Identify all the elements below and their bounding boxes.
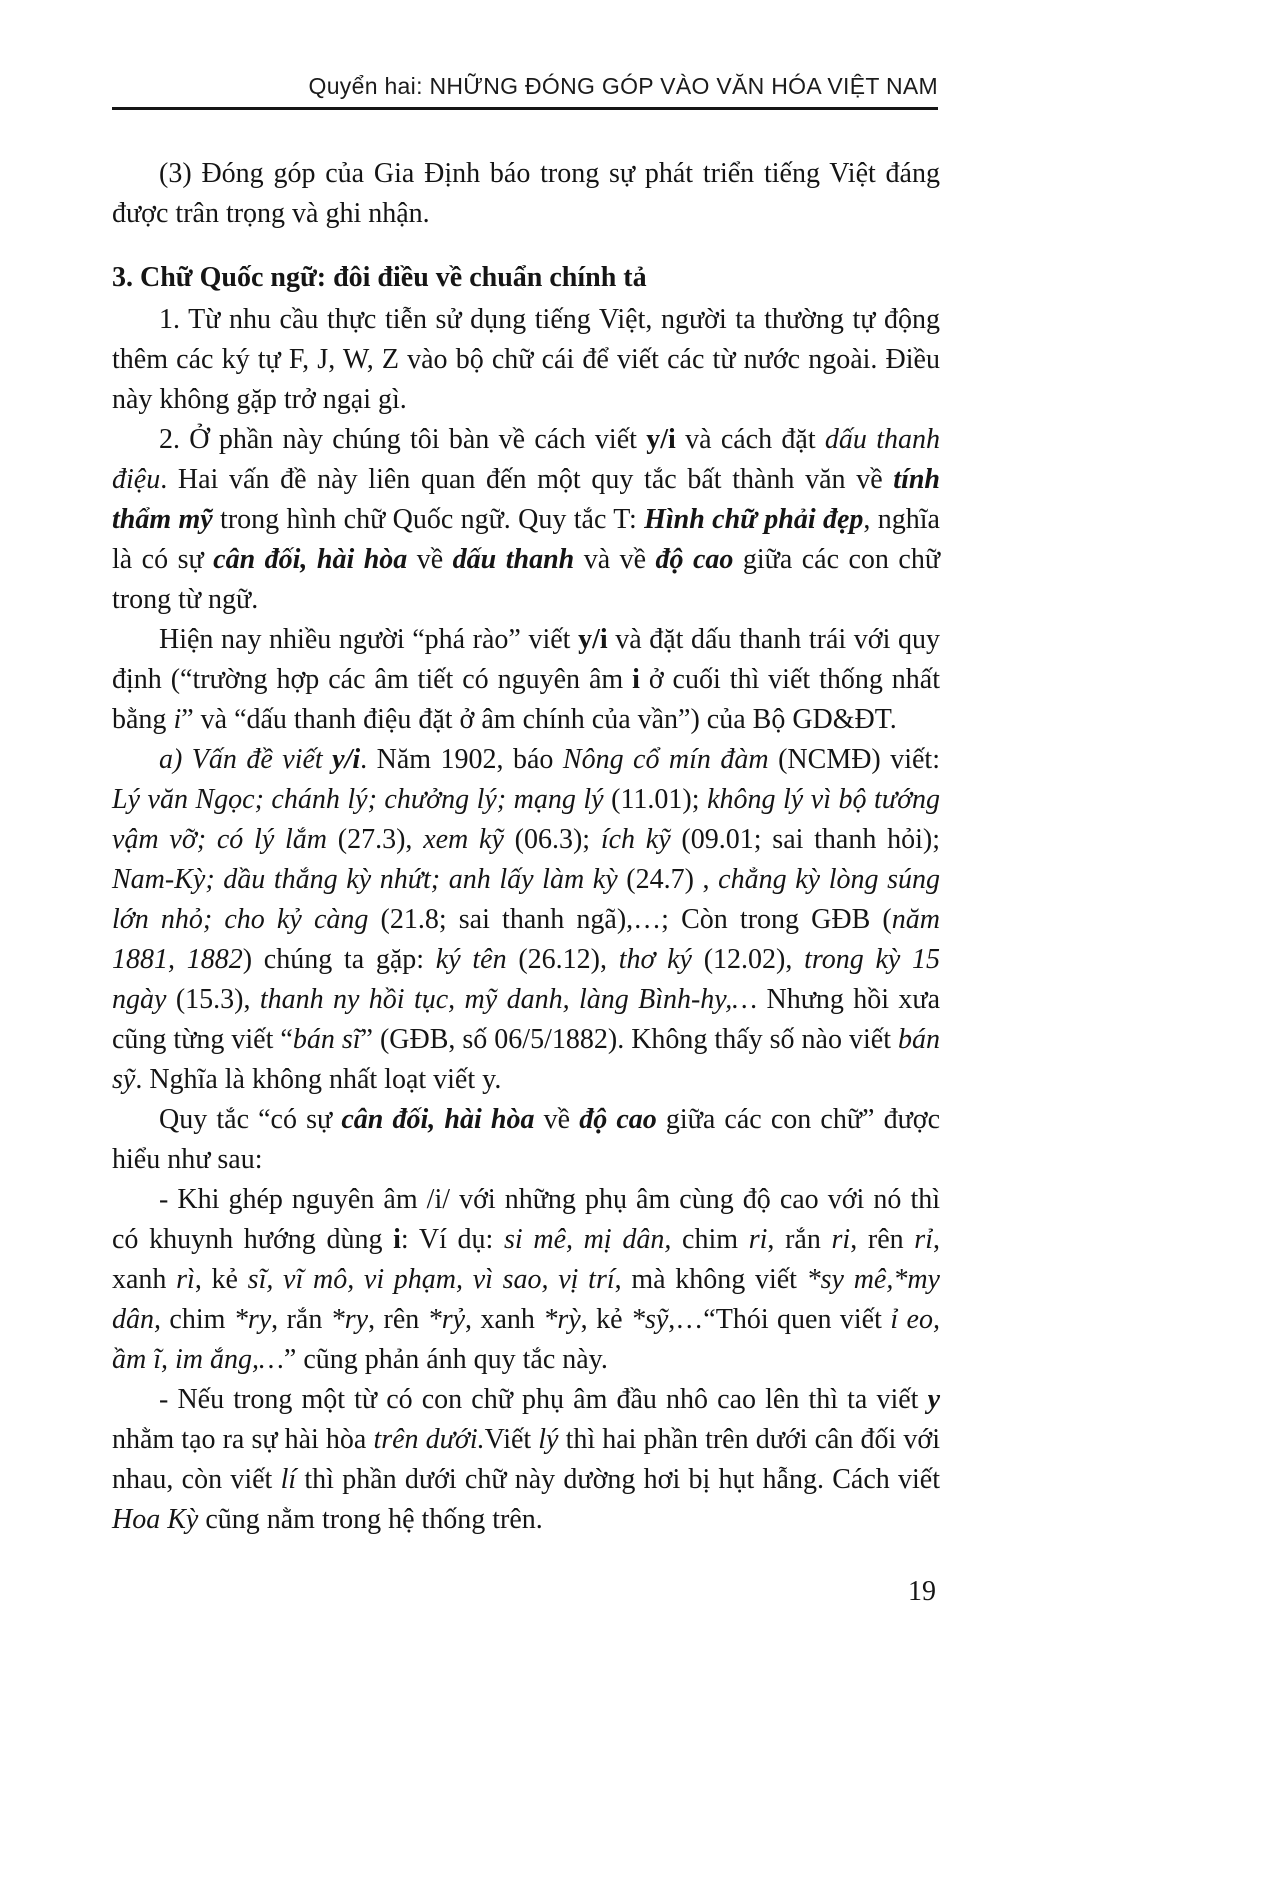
- section-heading: [112, 258, 940, 298]
- paragraph: [112, 1380, 940, 1540]
- text-segment: lí: [280, 1464, 297, 1495]
- text-segment: (24.7) ,: [617, 864, 719, 895]
- text-segment: a) Vấn đề viết: [159, 744, 333, 775]
- text-segment: cân đối, hài hòa: [341, 1104, 535, 1135]
- text-segment: . Nghĩa là không nhất loạt viết y.: [135, 1064, 502, 1095]
- text-segment: tính thẩm mỹ: [112, 464, 940, 535]
- text-segment: , rắn: [767, 1224, 832, 1255]
- text-segment: bán sỹ: [112, 1024, 940, 1095]
- paragraph: [112, 620, 940, 740]
- text-segment: và cách đặt: [675, 424, 825, 455]
- paragraph: [112, 1180, 940, 1380]
- text-segment: xem kỹ: [423, 824, 504, 855]
- text-segment: sĩ, vĩ mô, vi phạm, vì sao, vị trí: [247, 1264, 615, 1295]
- text-segment: (NCMĐ) viết:: [768, 744, 940, 775]
- running-header-text: Quyển hai: NHỮNG ĐÓNG GÓP VÀO VĂN HÓA VIỆT NAM: [308, 73, 938, 99]
- text-segment: thì phần dưới chữ này dường hơi bị hụt hẫng. Cách viết: [296, 1464, 940, 1495]
- text-segment: y/i: [332, 744, 361, 775]
- text-segment: ” và “dấu thanh điệu đặt ở âm chính của vần”) của Bộ GD&ĐT.: [181, 704, 897, 735]
- text-segment: *ry: [233, 1304, 272, 1335]
- text-segment: ) chúng ta gặp:: [242, 944, 436, 975]
- text-segment: không lý vì bộ tướng vậm vỡ; có lý lắm: [112, 784, 941, 855]
- text-segment: về: [534, 1104, 580, 1135]
- text-segment: i: [173, 704, 182, 735]
- text-segment: chim: [671, 1224, 749, 1255]
- content-area: [112, 72, 940, 1608]
- text-segment: độ cao: [655, 544, 734, 575]
- text-segment: - Khi ghép nguyên âm /i/ với những phụ âm cùng độ cao với nó thì có khuynh hướng dùng: [112, 1184, 940, 1255]
- text-segment: , kẻ: [194, 1264, 248, 1295]
- text-segment: ỉ eo, ầm ĩ, im ắng,…: [112, 1304, 940, 1375]
- text-segment: , xanh: [465, 1304, 544, 1335]
- text-segment: dấu thanh điệu: [112, 424, 941, 495]
- text-segment: , mà không viết: [614, 1264, 807, 1295]
- text-segment: y/i: [578, 624, 608, 655]
- text-segment: si mê, mị dân,: [504, 1224, 672, 1255]
- text-segment: ích kỹ: [600, 824, 671, 855]
- text-segment: ” cũng phản ánh quy tắc này.: [283, 1344, 608, 1375]
- text-segment: (21.8; sai thanh ngã),…; Còn trong GĐB (: [368, 904, 892, 935]
- text-segment: năm 1881, 1882: [112, 904, 940, 975]
- text-segment: (27.3),: [327, 824, 424, 855]
- text-segment: cũng nằm trong hệ thống trên.: [198, 1504, 543, 1535]
- text-segment: và về: [574, 544, 656, 575]
- text-segment: , kẻ: [580, 1304, 631, 1335]
- text-segment: Nam-Kỳ; dầu thắng kỳ nhứt; anh lấy làm kỳ: [112, 864, 618, 895]
- text-segment: : Ví dụ:: [400, 1224, 504, 1255]
- text-segment: *sy mê,*my dân,: [112, 1264, 940, 1335]
- text-segment: 2. Ở phần này chúng tôi bàn về cách viết: [159, 424, 647, 455]
- paragraph: [112, 154, 940, 234]
- text-segment: bán sĩ: [292, 1024, 361, 1055]
- paragraph: [112, 1100, 940, 1180]
- running-header: [112, 72, 940, 110]
- text-segment: Lý văn Ngọc; chánh lý; chưởng lý; mạng lý: [112, 784, 604, 815]
- text-segment: 1. Từ nhu cầu thực tiễn sử dụng tiếng Việt, người ta thường tự động thêm các ký tự F, J, W, Z vào bộ chữ cái để viết các từ nước ngoài. Điều này không gặp trở ngại gì.: [112, 304, 940, 415]
- text-segment: *rỷ: [427, 1304, 466, 1335]
- text-segment: y/i: [646, 424, 676, 455]
- text-segment: Viết: [484, 1424, 539, 1455]
- text-segment: (26.12),: [506, 944, 619, 975]
- text-segment: thơ ký: [618, 944, 692, 975]
- page-number: 19: [908, 1576, 936, 1607]
- text-segment: rỉ: [914, 1224, 933, 1255]
- text-segment: *rỳ: [543, 1304, 581, 1335]
- text-segment: trên dưới.: [373, 1424, 485, 1455]
- text-segment: lý: [538, 1424, 559, 1455]
- text-segment: thì hai phần trên dưới cân đối với nhau, còn viết: [112, 1424, 940, 1495]
- text-segment: i: [393, 1224, 401, 1255]
- text-segment: giữa các con chữ” được hiểu như sau:: [112, 1104, 940, 1175]
- text-segment: y: [927, 1384, 940, 1415]
- text-segment: (06.3);: [503, 824, 601, 855]
- text-segment: . Năm 1902, báo: [360, 744, 563, 775]
- text-segment: (3) Đóng góp của Gia Định báo trong sự phát triển tiếng Việt đáng được trân trọng và ghi nhận.: [112, 158, 940, 229]
- text-segment: ” (GĐB, số 06/5/1882). Không thấy số nào viết: [360, 1024, 898, 1055]
- text-segment: và đặt dấu thanh trái với quy định (“trường hợp các âm tiết có nguyên âm: [112, 624, 940, 695]
- text-segment: ri: [831, 1224, 851, 1255]
- text-segment: về: [407, 544, 453, 575]
- text-segment: . Hai vấn đề này liên quan đến một quy tắc bất thành văn về: [160, 464, 894, 495]
- text-segment: độ cao: [579, 1104, 657, 1135]
- body-text: [112, 154, 940, 1540]
- text-segment: chim: [161, 1304, 234, 1335]
- text-segment: giữa các con chữ trong từ ngữ.: [112, 544, 941, 615]
- text-segment: Nhưng hồi xưa cũng từng viết “: [112, 984, 941, 1055]
- text-segment: , nghĩa là có sự: [112, 504, 940, 575]
- text-segment: ri: [748, 1224, 768, 1255]
- text-segment: *sỹ: [630, 1304, 669, 1335]
- text-segment: dấu thanh: [452, 544, 575, 575]
- paragraph: [112, 300, 940, 420]
- text-segment: (11.01);: [603, 784, 708, 815]
- text-segment: Quy tắc “có sự: [159, 1104, 342, 1135]
- text-segment: Nông cổ mín đàm: [562, 744, 769, 775]
- text-segment: ký tên: [435, 944, 507, 975]
- text-segment: ở cuối thì viết thống nhất bằng: [112, 664, 941, 735]
- text-segment: (12.02),: [692, 944, 805, 975]
- paragraph: [112, 740, 940, 1100]
- text-segment: chẳng kỳ lòng súng lớn nhỏ; cho kỷ càng: [112, 864, 940, 935]
- text-segment: nhằm tạo ra sự hài hòa: [112, 1424, 374, 1455]
- text-segment: Hiện nay nhiều người “phá rào” viết: [159, 624, 579, 655]
- header-rule: [112, 107, 938, 110]
- text-segment: , xanh: [112, 1224, 940, 1295]
- text-segment: trong hình chữ Quốc ngữ. Quy tắc T:: [212, 504, 645, 535]
- text-segment: , rắn: [271, 1304, 331, 1335]
- text-segment: Hoa Kỳ: [112, 1504, 199, 1535]
- text-segment: Hình chữ phải đẹp: [644, 504, 864, 535]
- text-segment: 3. Chữ Quốc ngữ: đôi điều về chuẩn chính tả: [112, 262, 647, 293]
- text-segment: , rên: [368, 1304, 428, 1335]
- paragraph: [112, 420, 940, 620]
- text-segment: , rên: [850, 1224, 915, 1255]
- text-segment: rì: [176, 1264, 195, 1295]
- text-segment: (09.01; sai thanh hỏi);: [670, 824, 941, 855]
- text-segment: ,…“Thói quen viết: [668, 1304, 891, 1335]
- text-segment: trong kỳ 15 ngày: [112, 944, 941, 1015]
- text-segment: i: [632, 664, 640, 695]
- text-segment: *ry: [330, 1304, 369, 1335]
- text-segment: thanh ny hồi tục, mỹ danh, làng Bình-hy,…: [259, 984, 758, 1015]
- text-segment: cân đối, hài hòa: [213, 544, 408, 575]
- text-segment: - Nếu trong một từ có con chữ phụ âm đầu nhô cao lên thì ta viết: [159, 1384, 928, 1415]
- text-segment: (15.3),: [166, 984, 260, 1015]
